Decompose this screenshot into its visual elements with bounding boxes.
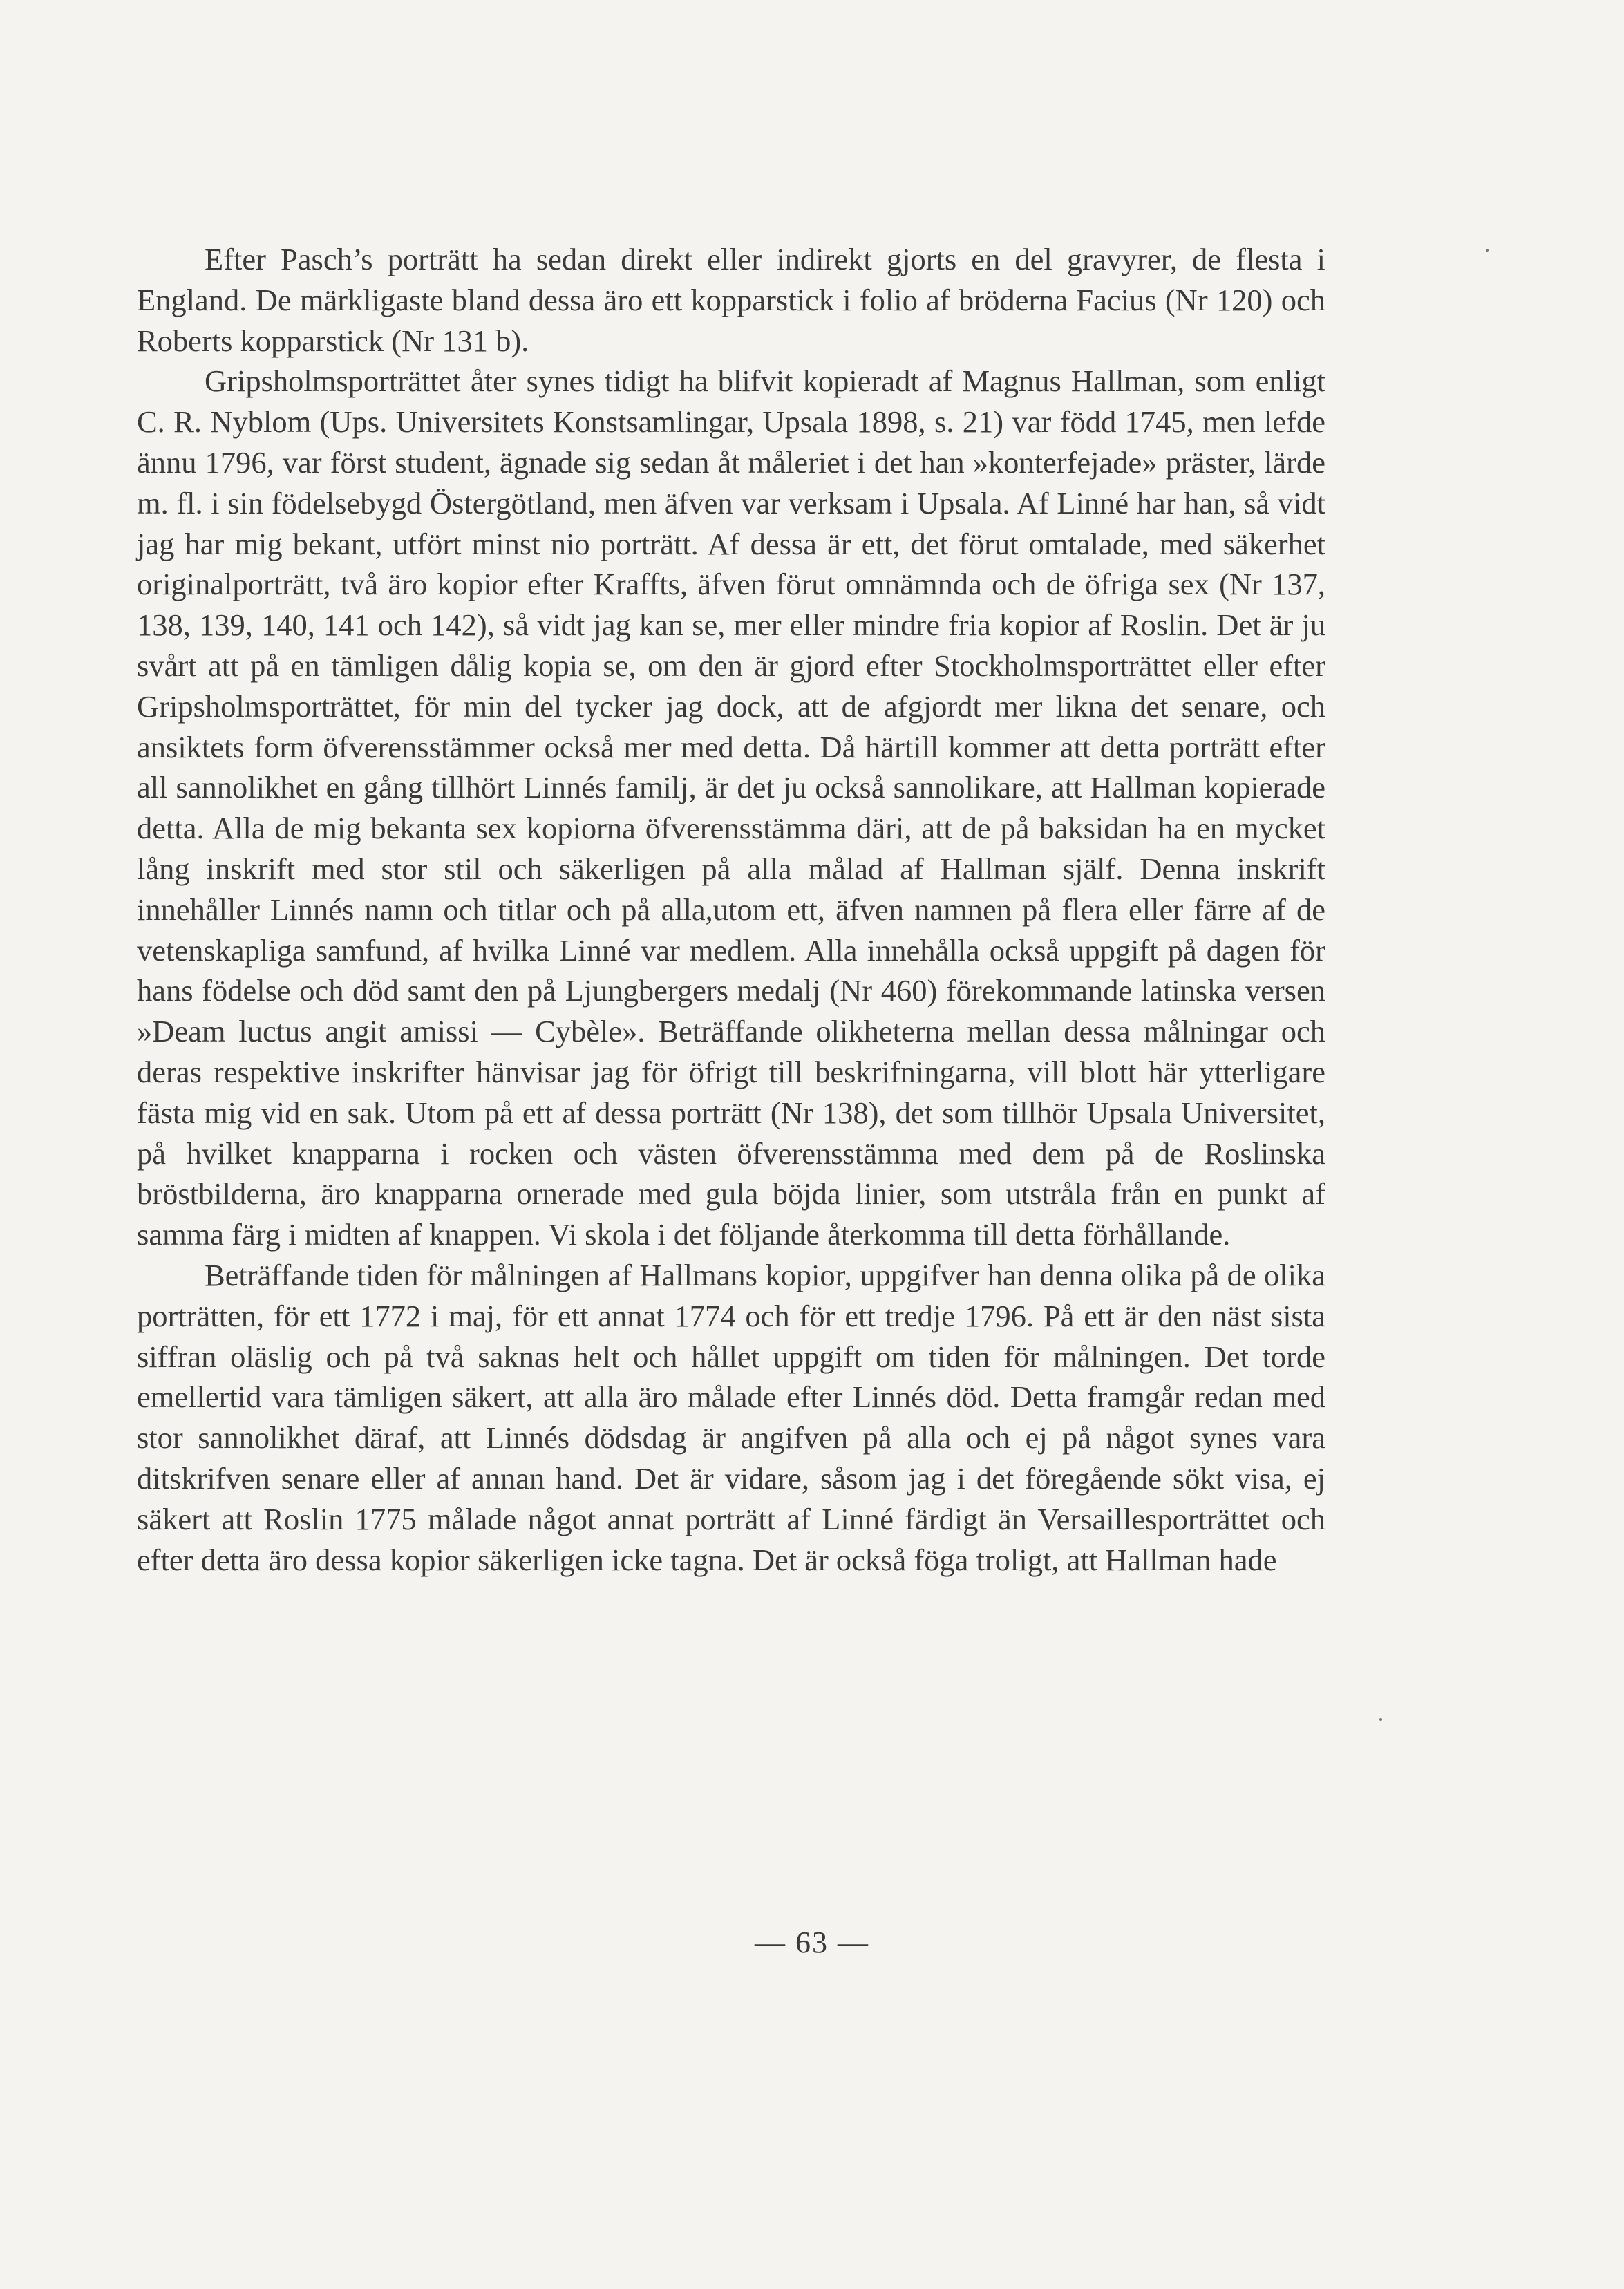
paper-speck <box>1379 1718 1382 1721</box>
paragraph-1: Efter Pasch’s porträtt ha sedan direkt eller indirekt gjorts en del gravyrer, de flesta i England. De märkligaste bland dessa äro ett kopparstick i folio af bröderna Facius (Nr 120) och Roberts kopparstick (Nr 131 b). <box>137 242 1325 358</box>
body-text <box>137 239 1325 1580</box>
paragraph-2: Gripsholmsporträttet åter synes tidigt ha blifvit kopieradt af Magnus Hallman, som enligt C. R. Nyblom (Ups. Universitets Konstsamlingar, Upsala 1898, s. 21) var född 1745, men lefde ännu 1796, var först student, ägnade sig sedan åt måleriet i det han »konterfejade» präster, lärde m. fl. i sin födelsebygd Östergötland, men äfven var verksam i Upsala. Af Linné har han, så vidt jag har mig bekant, utfört minst nio porträtt. Af dessa är ett, det förut omtalade, med säkerhet originalporträtt, två äro kopior efter Kraffts, äfven förut omnämnda och de öfriga sex (Nr 137, 138, 139, 140, 141 och 142), så vidt jag kan se, mer eller mindre fria kopior af Roslin. Det är ju svårt att på en tämligen dålig kopia se, om den är gjord efter Stockholmsporträttet eller efter Gripsholmsporträttet, för min del tycker jag dock, att de afgjordt mer likna det senare, och ansiktets form öfverensstämmer också mer med detta. Då härtill kommer att detta porträtt efter all sannolikhet en gång tillhört Linnés familj, är det ju också sannolikare, att Hallman kopierade detta. Alla de mig bekanta sex kopiorna öfverensstämma däri, att de på baksidan ha en mycket lång inskrift med stor stil och säkerligen på alla målad af Hallman själf. Denna inskrift innehåller Linnés namn och titlar och på alla,utom ett, äfven namnen på flera eller färre af de vetenskapliga samfund, af hvilka Linné var medlem. Alla innehålla också uppgift på dagen för hans födelse och död samt den på Ljungbergers medalj (Nr 460) förekommande latinska versen »Deam luctus angit amissi — Cybèle». Beträffande olikheterna mellan dessa målningar och deras respektive inskrifter hänvisar jag för öfrigt till beskrifningarna, vill blott här ytterligare fästa mig vid en sak. Utom på ett af dessa porträtt (Nr 138), det som tillhör Upsala Universitet, på hvilket knapparna i rocken och västen öfverensstämma med dem på de Roslinska bröstbilderna, äro knapparna ornerade med gula böjda linier, som utstråla från en punkt af samma färg i midten af knappen. Vi skola i det följande återkomma till detta förhållande. <box>137 364 1325 1252</box>
page-number: — 63 — <box>755 1925 869 1959</box>
paper-speck <box>1486 249 1489 252</box>
paragraph-3: Beträffande tiden för målningen af Hallmans kopior, uppgifver han denna olika på de olika porträtten, för ett 1772 i maj, för ett annat 1774 och för ett tredje 1796. På ett är den näst sista siffran oläslig och på två saknas helt och hållet uppgift om tiden för målningen. Det torde emellertid vara tämligen säkert, att alla äro målade efter Linnés död. Detta framgår redan med stor sannolikhet däraf, att Linnés dödsdag är angifven på alla och ej på något synes vara ditskrifven senare eller af annan hand. Det är vidare, såsom jag i det föregående sökt visa, ej säkert att Roslin 1775 målade något annat porträtt af Linné färdigt än Versaillesporträttet och efter detta äro dessa kopior säkerligen icke tagna. Det är också föga troligt, att Hallman hade <box>137 1257 1325 1577</box>
